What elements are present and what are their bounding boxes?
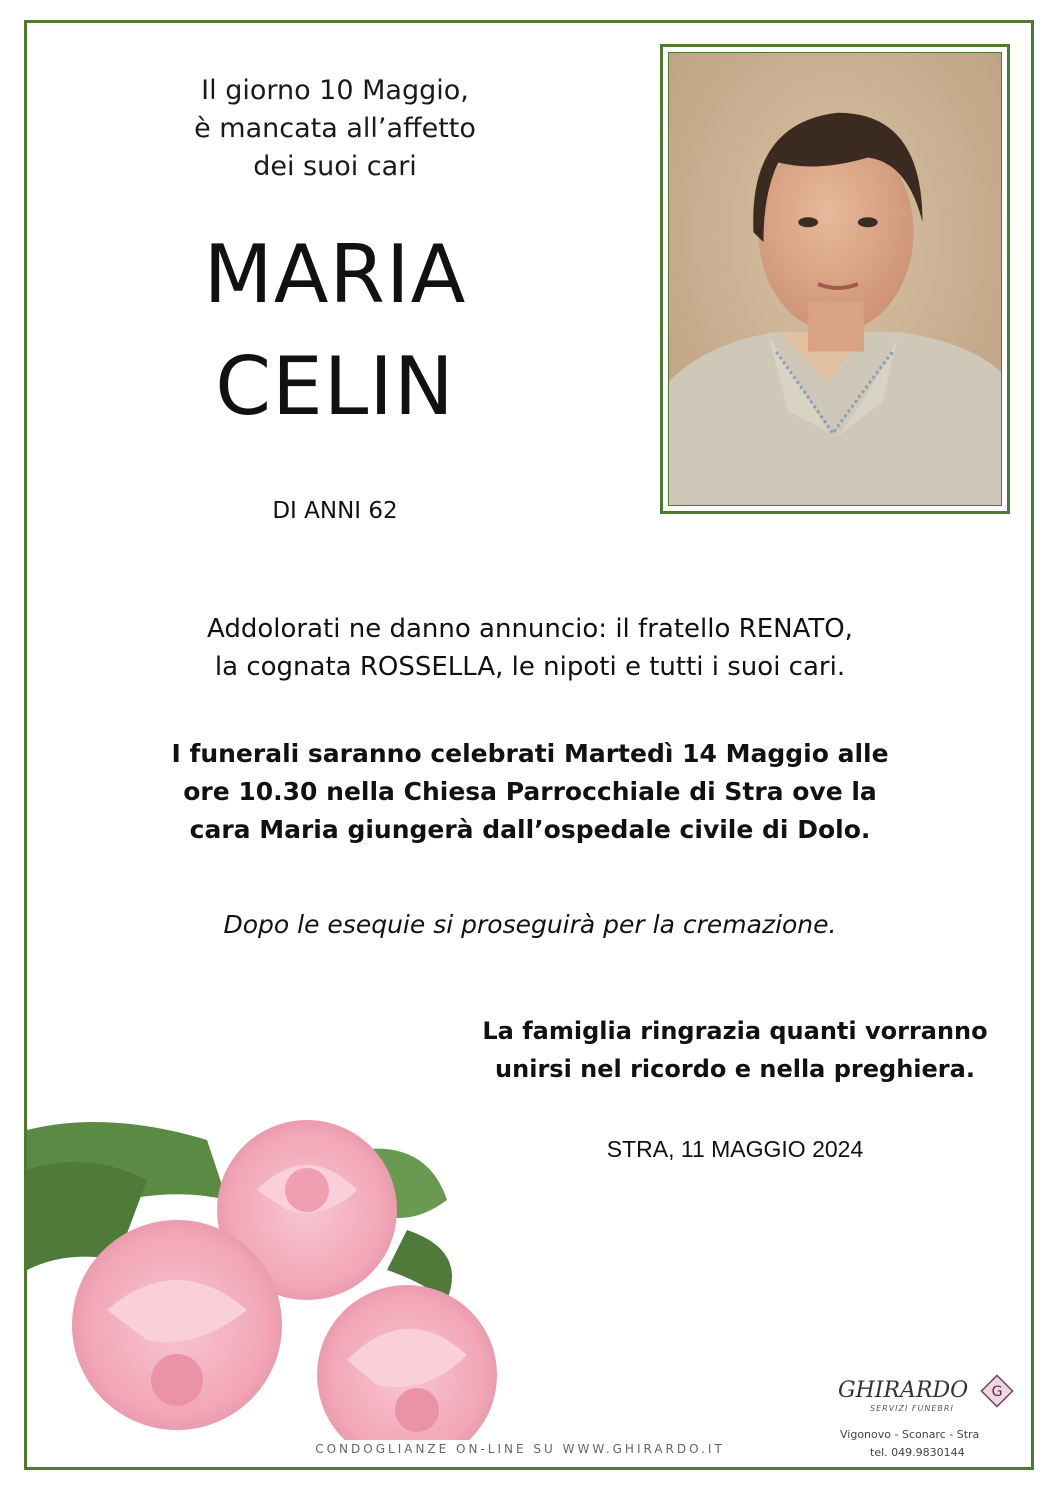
intro-line-2: è mancata all’affetto xyxy=(194,113,476,144)
portrait-photo xyxy=(669,53,1001,505)
cremation-note: Dopo le esequie si proseguirà per la cremazione. xyxy=(223,910,837,939)
intro-line-1: Il giorno 10 Maggio, xyxy=(201,75,469,106)
funeral-line-3: cara Maria giungerà dall’ospedale civile di Dolo. xyxy=(189,815,871,844)
funeral-line-2: ore 10.30 nella Chiesa Parrocchiale di Stra ove la xyxy=(183,777,877,806)
thanks-line-1: La famiglia ringrazia quanti vorranno xyxy=(482,1017,988,1045)
announcement-line-1: Addolorati ne danno annuncio: il fratello RENATO, xyxy=(207,614,853,644)
deceased-first-name: MARIA xyxy=(203,228,467,321)
family-thanks xyxy=(440,1012,1030,1088)
logo-diamond-icon xyxy=(980,1374,1014,1408)
footer-website[interactable]: CONDOGLIANZE ON-LINE SU WWW.GHIRARDO.IT xyxy=(315,1442,725,1456)
place-date: STRA, 11 MAGGIO 2024 xyxy=(606,1136,864,1162)
intro-line-3: dei suoi cari xyxy=(253,151,417,182)
logo-name: GHIRARDO xyxy=(838,1378,969,1403)
intro-text xyxy=(150,72,520,186)
thanks-line-2: unirsi nel ricordo e nella preghiera. xyxy=(495,1055,975,1083)
logo-phone: tel. 049.9830144 xyxy=(870,1446,965,1459)
announcement xyxy=(150,610,910,686)
funeral-line-1: I funerali saranno celebrati Martedì 14 Maggio alle xyxy=(171,739,889,768)
logo-letter: G xyxy=(991,1384,1003,1400)
deceased-last-name: CELIN xyxy=(215,340,455,433)
funeral-home-logo xyxy=(830,1372,1030,1462)
announcement-line-2: la cognata ROSSELLA, le nipoti e tutti i suoi cari. xyxy=(214,652,846,682)
logo-places: Vigonovo - Sconarc - Stra xyxy=(840,1428,980,1441)
logo-subtitle: SERVIZI FUNEBRI xyxy=(870,1404,954,1413)
deceased-age: DI ANNI 62 xyxy=(272,498,398,524)
portrait-frame xyxy=(660,44,1010,514)
pink-roses-image xyxy=(27,1110,567,1440)
funeral-details xyxy=(130,735,930,849)
